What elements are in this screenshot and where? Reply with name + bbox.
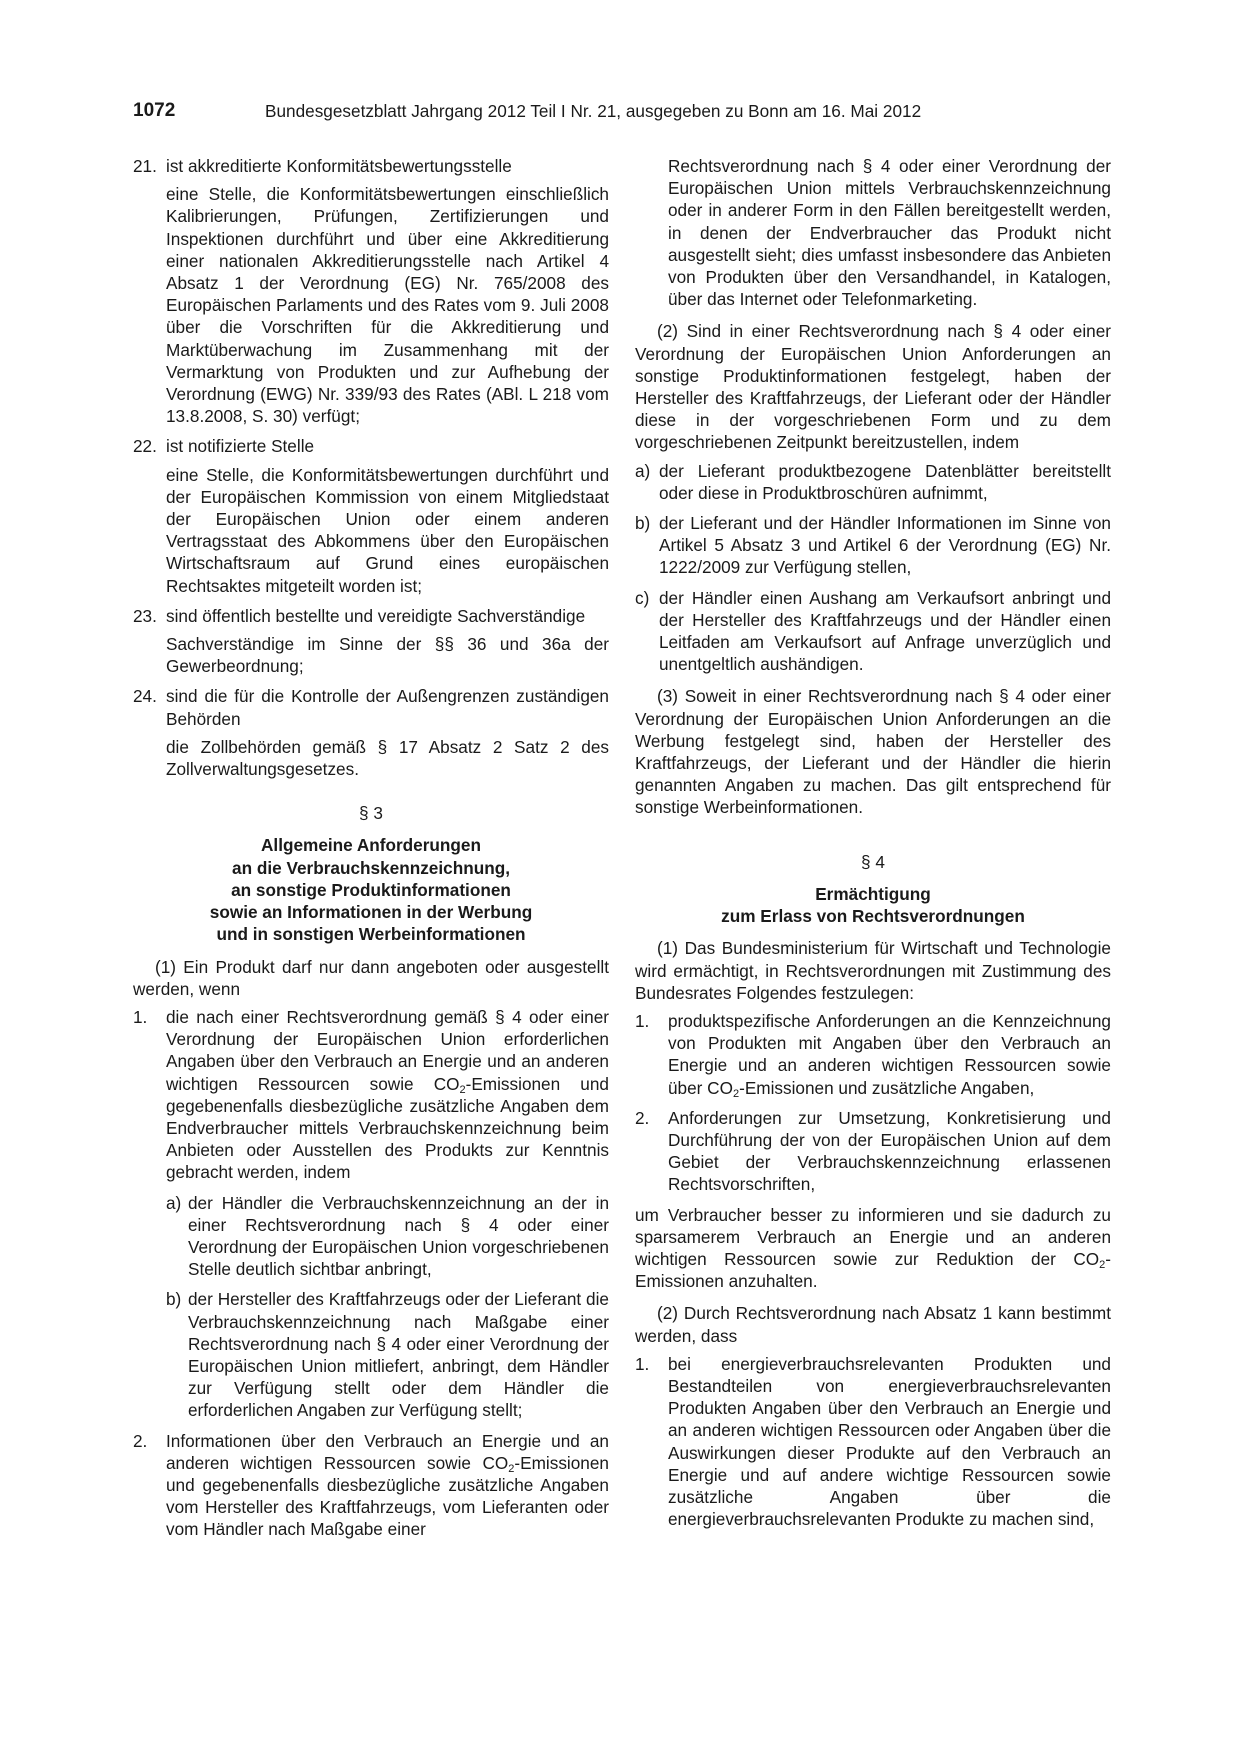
paragraph: (1) Ein Produkt darf nur dann angeboten oder ausgestellt werden, wenn [133, 956, 609, 999]
list-item-text: Anforderungen zur Umsetzung, Konkretisierung und Durchführung der von der Europäischen Union auf dem Gebiet der Verbrauchskennzeichnung erlassenen Rechtsvorschriften, [668, 1107, 1111, 1195]
text-part: -Emissionen und gegebenenfalls diesbezügliche zusätzliche Angaben vom Hersteller des Kraftfahrzeugs, vom Lieferanten oder vom Händler nach Maßgabe einer [166, 1452, 609, 1540]
definition-term: sind öffentlich bestellte und vereidigte Sachverständige [166, 605, 586, 626]
item-letter: a) [635, 460, 651, 481]
page-header [133, 100, 993, 126]
definition-text: die Zollbehörden gemäß § 17 Absatz 2 Satz 2 des Zollverwaltungsgesetzes. [166, 736, 609, 780]
section-heading [133, 834, 609, 945]
sub-item [133, 1192, 609, 1281]
paragraph: (3) Soweit in einer Rechtsverordnung nach § 4 oder einer Verordnung der Europäischen Union Anforderungen an die Werbung festgelegt sind, haben der Hersteller des Kraftfahrzeugs, der Lieferant und der Händler die hierin genannten Angaben zu machen. Das gilt entsprechend für sonstige Werbeinformationen. [635, 686, 1111, 818]
gazette-title: Bundesgesetzblatt Jahrgang 2012 Teil I Nr. 21, ausgegeben zu Bonn am 16. Mai 2012 [265, 101, 922, 121]
item-number: 22. [133, 436, 157, 457]
list-item [133, 1006, 609, 1184]
page-number: 1072 [133, 100, 176, 121]
list-item [133, 1430, 609, 1541]
sub-item [635, 460, 1111, 504]
definition-term: ist notifizierte Stelle [166, 436, 315, 457]
list-item-text: bei energieverbrauchsrelevanten Produkten und Bestandteilen von energieverbrauchsrelevanten Produkten Angaben über den Verbrauch an Energie und an anderen wichtigen Ressourcen oder Angaben über die Auswirkungen dieser Produkte auf den Verbrauch an Energie und auf andere wichtige Ressourcen sowie zusätzliche Angaben über die energieverbrauchsrelevanten Produkte zu machen sind, [668, 1353, 1111, 1530]
item-number: 24. [133, 686, 157, 707]
sub-item-text: der Hersteller des Kraftfahrzeugs oder der Lieferant die Verbrauchskennzeichnung nach Maßgabe einer Rechtsverordnung nach § 4 oder einer Verordnung der Europäischen Union mitliefert, anbringt, dem Händler zur Verfügung stellt oder dem Händler die erforderlichen Angaben zur Verfügung stellt; [188, 1289, 609, 1421]
heading-line: an die Verbrauchskennzeichnung, [232, 857, 510, 878]
heading-line: sowie an Informationen in der Werbung [209, 902, 533, 923]
item-number: 2. [635, 1107, 650, 1128]
paragraph: (2) Durch Rechtsverordnung nach Absatz 1 kann bestimmt werden, dass [635, 1303, 1111, 1346]
section-heading [635, 883, 1111, 927]
definition-text: eine Stelle, die Konformitätsbewertungen durchführt und der Europäischen Kommission von einem Mitgliedstaat der Europäischen Union oder einem anderen Vertragsstaat des Abkommens über den Europäischen Wirtschaftsraum auf Grund eines europäischen Rechtsaktes mitgeteilt worden ist; [166, 464, 609, 596]
sub-item-text: der Händler die Verbrauchskennzeichnung an der in einer Rechtsverordnung nach § 4 oder einer Verordnung der Europäischen Union vorgeschriebenen Stelle deutlich sichtbar anbringt, [188, 1192, 609, 1280]
list-item-text [668, 1010, 1111, 1099]
item-letter: b) [166, 1289, 182, 1310]
item-number: 1. [635, 1353, 650, 1374]
definition-24 [133, 685, 609, 729]
sub-item-text: der Lieferant und der Händler Informationen im Sinne von Artikel 5 Absatz 3 und Artikel 6 der Verordnung (EG) Nr. 1222/2009 zur Verfügung stellen, [659, 513, 1111, 578]
text-part: produktspezifische Anforderungen an die Kennzeichnung von Produkten mit Angaben über den Verbrauch an Energie und an anderen wichtigen Ressourcen sowie über CO [668, 1010, 1111, 1098]
sub-item-text: der Händler einen Aushang am Verkaufsort anbringt und der Hersteller des Kraftfahrzeugs und der Händler einen Leitfaden am Verkaufsort auf Anfrage unverzüglich und unentgeltlich aushändigen. [659, 587, 1111, 675]
text-part: -Emissionen und zusätzliche Angaben, [739, 1077, 1035, 1098]
list-item [635, 1010, 1111, 1099]
item-number: 2. [133, 1430, 148, 1451]
definition-23 [133, 605, 609, 627]
heading-line: und in sonstigen Werbeinformationen [216, 924, 526, 945]
right-column [635, 155, 1111, 1530]
subscript: 2 [732, 1087, 740, 1100]
sub-item-text: der Lieferant produktbezogene Datenblätter bereitstellt oder diese in Produktbroschüren aufnimmt, [659, 460, 1111, 503]
sub-item [133, 1288, 609, 1421]
list-item [635, 1107, 1111, 1196]
subscript: 2 [1099, 1258, 1106, 1271]
text-part: -Emissionen anzuhalten. [635, 1248, 1111, 1292]
text-part: die nach einer Rechtsverordnung gemäß § 4 oder einer Verordnung der Europäischen Union erforderlichen Angaben über den Verbrauch an Energie und an anderen wichtigen Ressourcen sowie CO [166, 1006, 609, 1094]
sub-item [635, 587, 1111, 676]
subscript: 2 [459, 1083, 466, 1096]
item-letter: a) [166, 1192, 182, 1213]
text-part: um Verbraucher besser zu informieren und sie dadurch zu sparsamerem Verbrauch an Energie und an anderen wichtigen Ressourcen sowie zur Reduktion der CO [635, 1204, 1111, 1269]
definition-text: Sachverständige im Sinne der §§ 36 und 36a der Gewerbeordnung; [166, 634, 609, 677]
heading-line: an sonstige Produktinformationen [231, 879, 511, 900]
heading-line: zum Erlass von Rechtsverordnungen [721, 906, 1025, 927]
heading-line: Ermächtigung [815, 883, 931, 904]
paragraph: (1) Das Bundesministerium für Wirtschaft und Technologie wird ermächtigt, in Rechtsverordnungen mit Zustimmung des Bundesrates Folgendes festzulegen: [635, 938, 1111, 1003]
list-item-text [166, 1006, 609, 1184]
continued-text: Rechtsverordnung nach § 4 oder einer Verordnung der Europäischen Union mittels Verbrauchskennzeichnung oder in anderer Form in den Fällen bereitgestellt werden, in denen der Endverbraucher das Produkt nicht ausgestellt sieht; dies umfasst insbesondere das Anbieten von Produkten über den Versandhandel, in Katalogen, über das Internet oder Telefonmarketing. [668, 156, 1111, 310]
item-number: 1. [635, 1010, 650, 1031]
text-part: Informationen über den Verbrauch an Energie und an anderen wichtigen Ressourcen sowie CO [166, 1430, 609, 1473]
item-letter: b) [635, 513, 651, 534]
list-item-text [166, 1430, 609, 1541]
definition-21 [133, 155, 609, 177]
section-number: § 3 [359, 803, 383, 824]
heading-line: Allgemeine Anforderungen [261, 835, 481, 856]
definition-term: sind die für die Kontrolle der Außengrenzen zuständigen Behörden [166, 686, 609, 729]
item-number: 23. [133, 605, 157, 626]
definition-22 [133, 435, 609, 457]
section-number: § 4 [861, 851, 885, 872]
item-number: 1. [133, 1006, 148, 1027]
subscript: 2 [508, 1462, 515, 1475]
definition-term: ist akkreditierte Konformitätsbewertungsstelle [166, 156, 512, 176]
sub-item [635, 512, 1111, 579]
paragraph: (2) Sind in einer Rechtsverordnung nach § 4 oder einer Verordnung der Europäischen Union Anforderungen an sonstige Produktinformationen festgelegt, haben der Hersteller des Kraftfahrzeugs, der Lieferant oder der Händler diese in der vorgeschriebenen Form und zu dem vorgeschriebenen Zeitpunkt bereitzustellen, indem [635, 321, 1111, 453]
list-item [635, 1353, 1111, 1531]
text-part: -Emissionen und gegebenenfalls diesbezügliche zusätzliche Angaben dem Endverbraucher mittels Verbrauchskennzeichnung beim Anbieten oder Ausstellen des Produkts zur Kenntnis gebracht werden, indem [166, 1073, 609, 1183]
item-letter: c) [635, 587, 650, 608]
definition-text: eine Stelle, die Konformitätsbewertungen einschließlich Kalibrierungen, Prüfungen, Zertifizierungen und Inspektionen durchführt und über eine Akkreditierung einer nationalen Akkreditierungsstelle nach Artikel 4 Absatz 1 der Verordnung (EG) Nr. 765/2008 des Europäischen Parlaments und des Rates vom 9. Juli 2008 über die Vorschriften für die Akkreditierung und Marktüberwachung im Zusammenhang mit der Vermarktung von Produkten und zur Aufhebung der Verordnung (EWG) Nr. 339/93 des Rates (ABl. L 218 vom 13.8.2008, S. 30) verfügt; [166, 184, 609, 427]
paragraph [635, 1204, 1111, 1293]
item-number: 21. [133, 156, 157, 176]
left-column [133, 155, 609, 1541]
